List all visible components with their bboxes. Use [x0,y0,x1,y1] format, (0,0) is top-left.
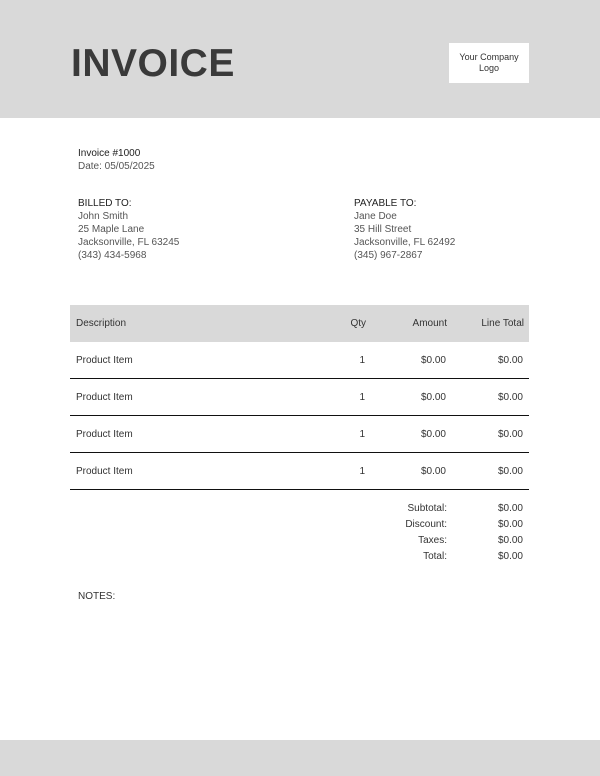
billed-to-heading: BILLED TO: [78,198,132,209]
row-line-total: $0.00 [497,428,523,440]
billed-to-phone: (343) 434-5968 [78,250,147,261]
row-amount: $0.00 [420,428,446,440]
discount-value: $0.00 [497,519,523,530]
invoice-title: INVOICE [71,42,235,85]
footer-band [0,740,600,776]
payable-to-street: 35 Hill Street [354,224,412,235]
taxes-value: $0.00 [497,535,523,546]
subtotal-label: Subtotal: [407,503,447,514]
payable-to-heading: PAYABLE TO: [354,198,417,209]
subtotal-value: $0.00 [497,503,523,514]
discount-label: Discount: [405,519,447,530]
invoice-meta [78,147,155,173]
row-description: Product Item [76,465,133,477]
row-qty: 1 [359,428,365,440]
row-description: Product Item [76,428,133,440]
row-qty: 1 [359,465,365,477]
logo-text-line2: Logo [478,63,500,73]
billed-to-block [78,197,179,262]
taxes-label: Taxes: [418,535,447,546]
billed-to-street: 25 Maple Lane [78,224,145,235]
header-qty: Qty [350,318,366,329]
row-amount: $0.00 [420,391,446,403]
row-line-total: $0.00 [497,391,523,403]
row-line-total: $0.00 [497,465,523,477]
billed-to-city: Jacksonville, FL 63245 [78,237,180,248]
notes-label: NOTES: [78,591,116,602]
table-row [70,342,529,379]
row-amount: $0.00 [420,465,446,477]
total-value: $0.00 [497,551,523,562]
row-description: Product Item [76,391,133,403]
table-header [70,305,529,342]
header-description: Description [76,318,127,329]
subtotal-row [360,503,523,519]
totals-block [360,503,523,567]
line-items-table [70,305,529,490]
discount-row [360,519,523,535]
billed-to-name: John Smith [78,211,129,222]
payable-to-phone: (345) 967-2867 [354,250,423,261]
payable-to-city: Jacksonville, FL 62492 [354,237,456,248]
row-line-total: $0.00 [497,354,523,366]
row-amount: $0.00 [420,354,446,366]
table-row [70,379,529,416]
header-amount: Amount [412,318,447,329]
table-row [70,453,529,490]
payable-to-name: Jane Doe [354,211,397,222]
total-row [360,551,523,567]
row-qty: 1 [359,391,365,403]
total-label: Total: [423,551,447,562]
taxes-row [360,535,523,551]
row-qty: 1 [359,354,365,366]
header-line-total: Line Total [481,318,524,329]
payable-to-block [354,197,455,262]
invoice-date: Date: 05/05/2025 [78,161,155,172]
logo-text-line1: Your Company [459,52,519,62]
row-description: Product Item [76,354,133,366]
invoice-number: Invoice #1000 [78,148,141,159]
table-row [70,416,529,453]
company-logo-placeholder [449,43,529,83]
